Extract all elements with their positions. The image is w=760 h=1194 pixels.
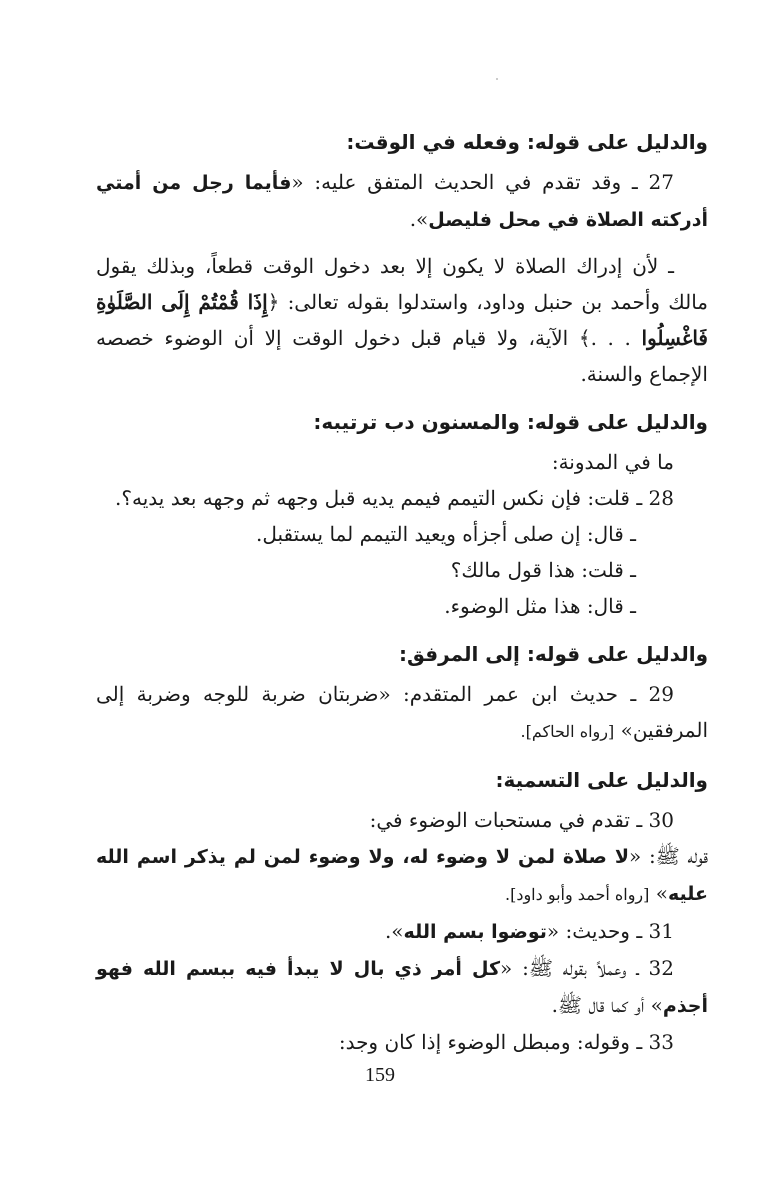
section-heading-tasmiya: والدليل على التسمية: <box>495 768 708 792</box>
paragraph-27 <box>96 164 708 238</box>
text: ». <box>409 207 429 231</box>
text: » أو كما قال ﷺ. <box>551 993 663 1017</box>
source-citation: [رواه الحاكم]. <box>520 722 615 741</box>
line-31 <box>96 913 708 950</box>
line-33: 33 ـ وقوله: ومبطل الوضوء إذا كان وجد: <box>338 1030 674 1054</box>
line-question-2: ـ قلت: هذا قول مالك؟ <box>450 558 636 582</box>
text: ـ لأن إدراك الصلاة لا يكون إلا بعد دخول الوقت قطعاً، وبذلك يقول مالك وأحمد بن حنبل وداود، واستدلوا بقوله تعالى: ﴿ <box>96 254 708 314</box>
line-answer-1: ـ قال: إن صلى أجزأه ويعيد التيمم لما يستقبل. <box>256 522 636 546</box>
text: قوله ﷺ: « <box>629 844 708 868</box>
text: 31 ـ وحديث: « <box>546 919 674 943</box>
section-heading-time: والدليل على قوله: وفعله في الوقت: <box>346 130 708 154</box>
text: 27 ـ وقد تقدم في الحديث المتفق عليه: « <box>291 170 674 194</box>
section-heading-elbow: والدليل على قوله: إلى المرفق: <box>399 642 708 666</box>
hadith-quote: فأيما رجل من أمتي أدركته الصلاة في محل فليصل <box>96 172 708 231</box>
speck <box>496 78 498 80</box>
hadith-quote: لا صلاة لمن لا وضوء له، ولا وضوء لمن لم يذكر اسم الله عليه <box>96 846 708 905</box>
hadith-quote: كل أمر ذي بال لا يبدأ فيه ببسم الله فهو أجذم <box>96 958 708 1017</box>
text: ». <box>384 919 404 943</box>
source-citation: [رواه أحمد وأبو داود]. <box>504 885 650 904</box>
line-mudawwana: ما في المدونة: <box>551 450 674 474</box>
line-answer-2: ـ قال: هذا مثل الوضوء. <box>444 594 636 618</box>
page-body <box>96 122 708 1060</box>
paragraph-29 <box>96 676 708 750</box>
line-28: 28 ـ قلت: فإن نكس التيمم فيمم يديه قبل وجهه ثم وجهه بعد يديه؟. <box>115 486 674 510</box>
line-30: 30 ـ تقدم في مستحبات الوضوء في: <box>369 808 674 832</box>
section-heading-order: والدليل على قوله: والمسنون دب ترتيبه: <box>313 410 708 434</box>
quran-quote: إِذَا قُمْتُمْ إِلَى الصَّلَوٰةِ فَاغْسِلُوا <box>96 290 708 350</box>
text: 32 ـ وعملاً بقوله ﷺ: « <box>500 956 674 980</box>
hadith-quote: توضوا بسم الله <box>403 921 547 943</box>
text: . . .﴾ الآية، ولا قيام قبل دخول الوقت إلا أن الوضوء خصصه الإجماع والسنة. <box>96 326 708 386</box>
text: 29 ـ حديث ابن عمر المتقدم: «ضربتان ضربة للوجه وضربة إلى المرفقين» <box>96 682 708 742</box>
text: » <box>649 881 668 905</box>
paragraph-32 <box>96 950 708 1024</box>
paragraph-hadith <box>96 838 708 913</box>
paragraph-reasoning <box>96 248 708 392</box>
page-number: 159 <box>365 1064 395 1086</box>
